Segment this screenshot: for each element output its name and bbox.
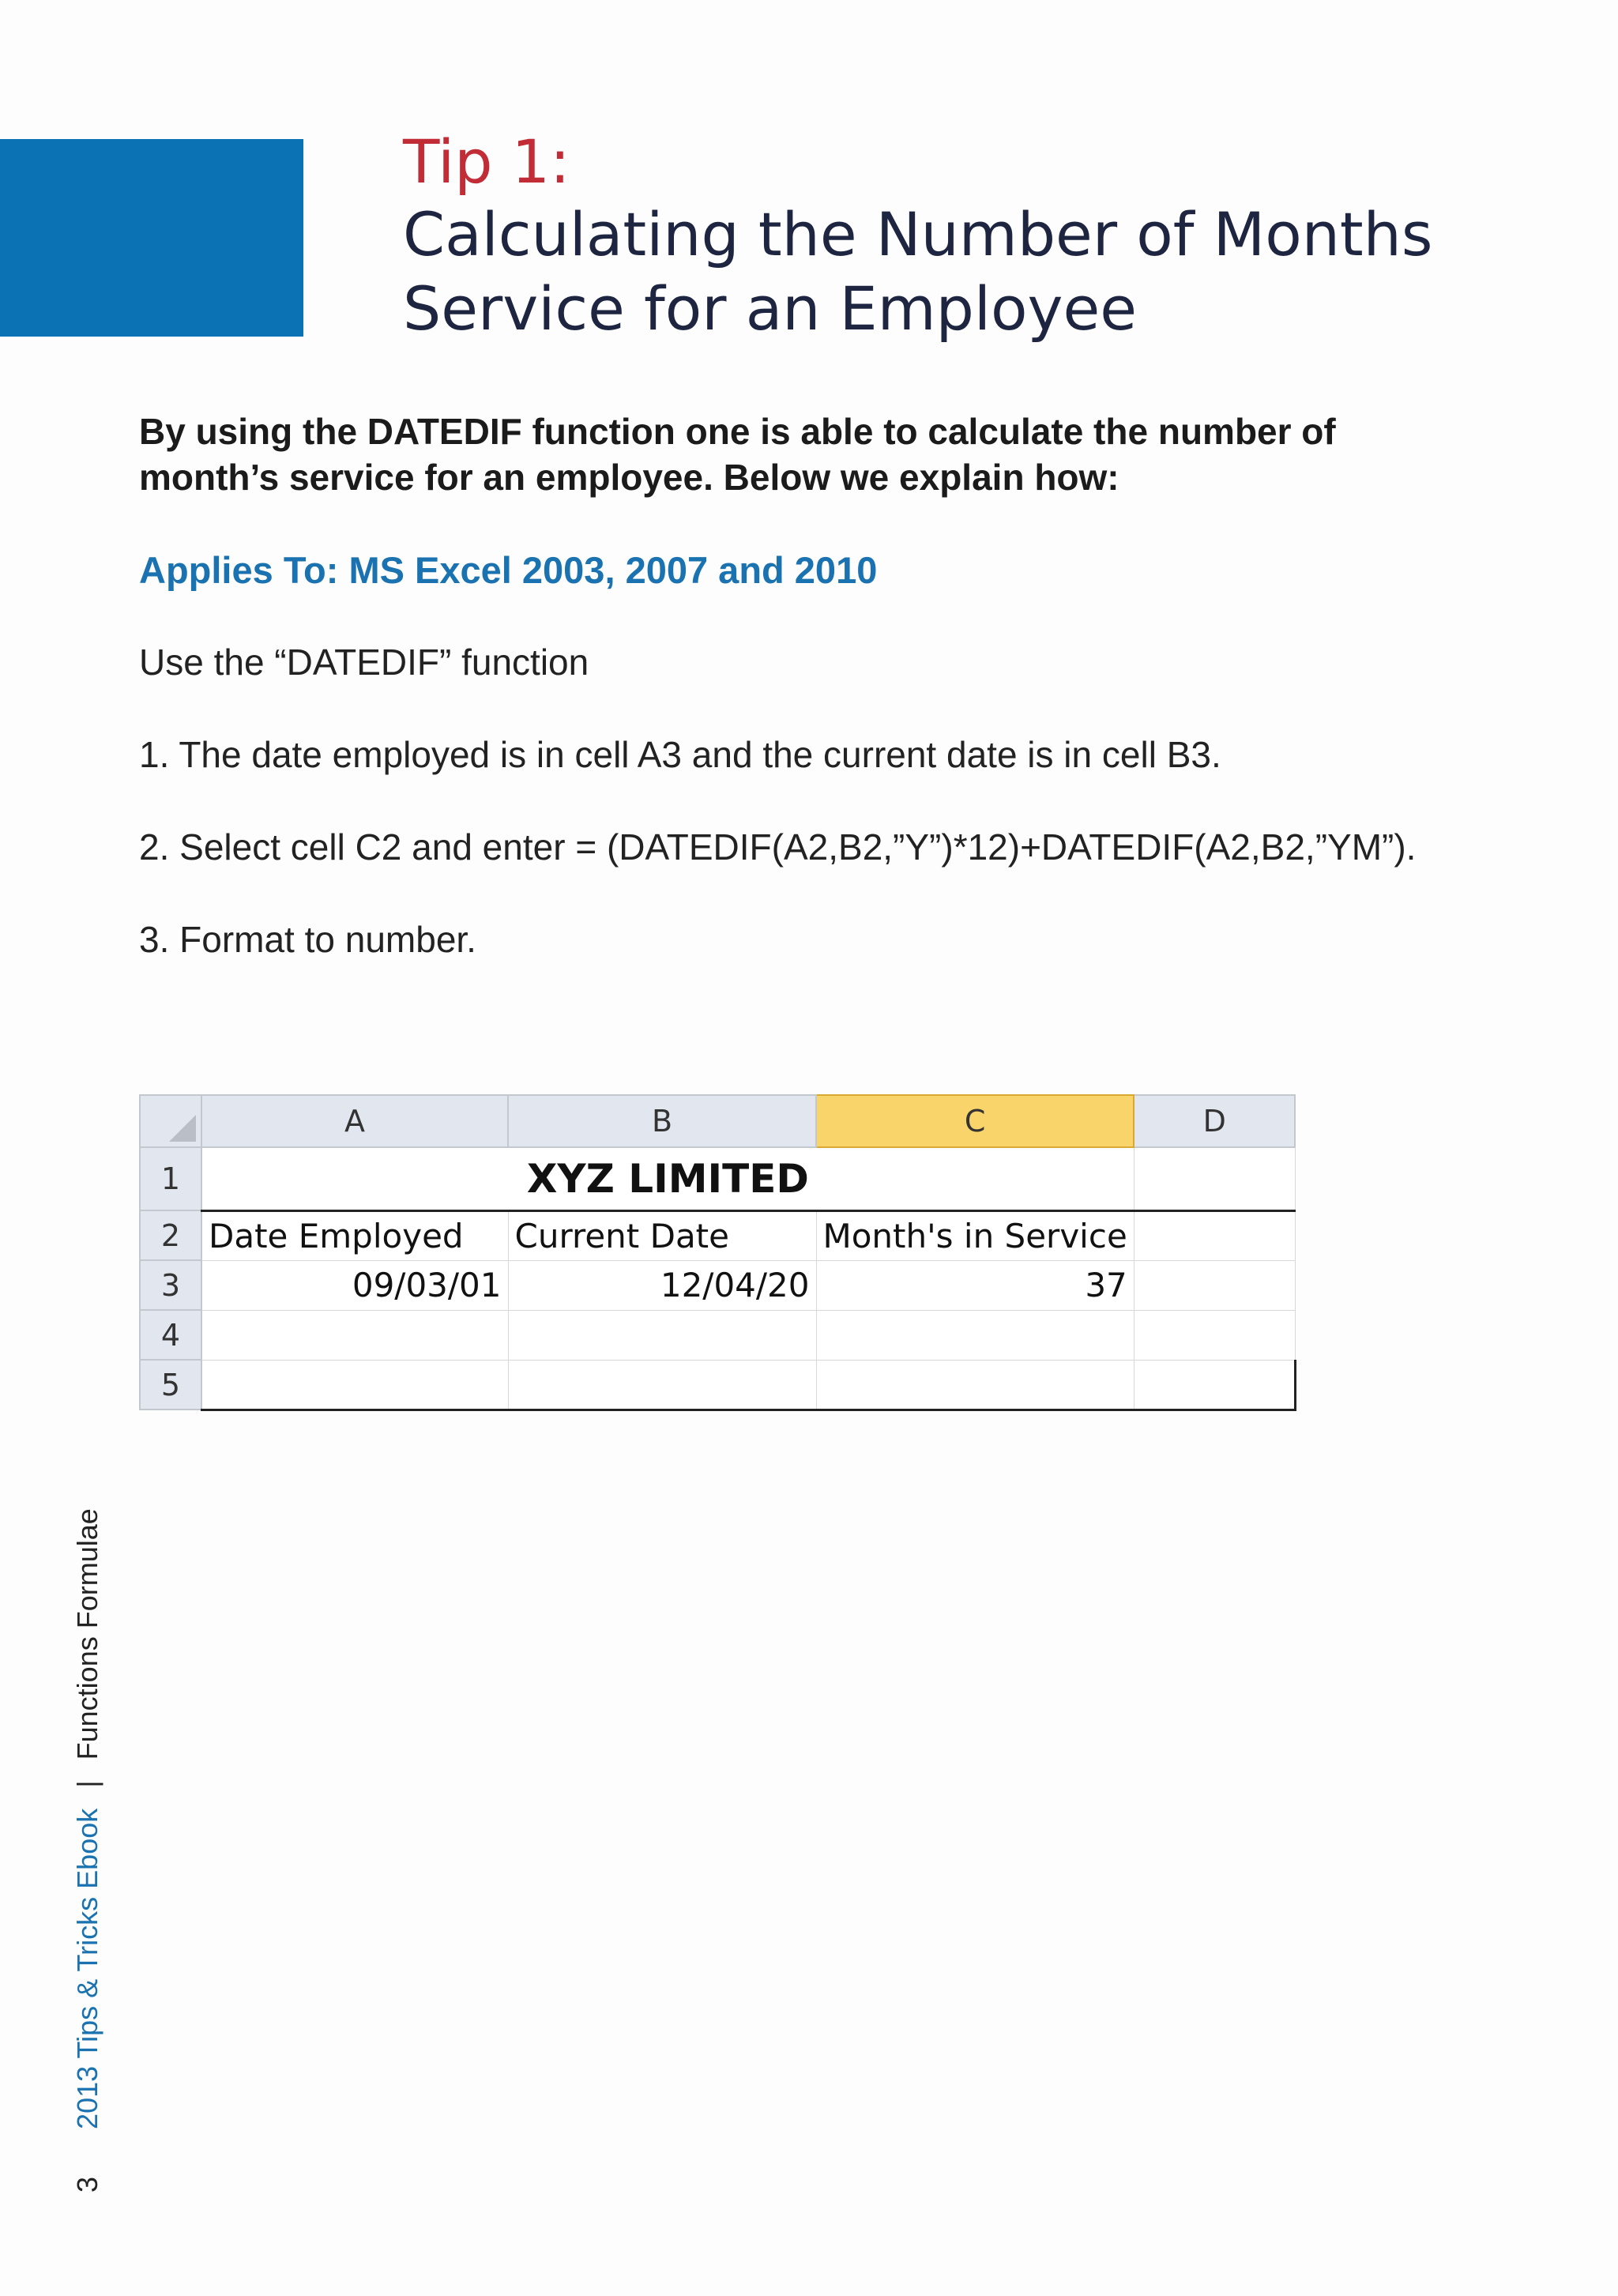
- cell-d2[interactable]: [1134, 1210, 1295, 1260]
- row-header-5[interactable]: 5: [140, 1360, 201, 1410]
- ebook-title: 2013 Tips & Tricks Ebook: [71, 1808, 103, 2129]
- select-all-corner[interactable]: [140, 1095, 201, 1147]
- page-number: 3: [71, 2176, 103, 2192]
- sheet-title-cell[interactable]: XYZ LIMITED: [201, 1147, 1134, 1210]
- cell-d5[interactable]: [1134, 1360, 1295, 1410]
- step-2: 2. Select cell C2 and enter = (DATEDIF(A2,B2,”Y”)*12)+DATEDIF(A2,B2,”YM”).: [139, 826, 1417, 868]
- row-header-1[interactable]: 1: [140, 1147, 201, 1210]
- cell-b3[interactable]: 12/04/20: [508, 1260, 816, 1310]
- step-1: 1. The date employed is in cell A3 and the current date is in cell B3.: [139, 734, 1221, 775]
- column-header-c[interactable]: C: [816, 1095, 1134, 1147]
- intro-paragraph: By using the DATEDIF function one is able to calculate the number of month’s service for an employee. Below we explain how:: [139, 411, 1336, 498]
- cell-a5[interactable]: [201, 1360, 508, 1410]
- cell-a4[interactable]: [201, 1310, 508, 1360]
- tip-title-line2: Service for an Employee: [403, 273, 1137, 344]
- column-header-d[interactable]: D: [1134, 1095, 1295, 1147]
- use-function-text: Use the “DATEDIF” function: [139, 642, 589, 683]
- column-header-a[interactable]: A: [201, 1095, 508, 1147]
- tip-label: Tip 1:: [403, 126, 570, 197]
- cell-c2[interactable]: Month's in Service: [816, 1210, 1134, 1260]
- decorative-blue-block: [0, 139, 303, 337]
- cell-a2[interactable]: Date Employed: [201, 1210, 508, 1260]
- cell-b5[interactable]: [508, 1360, 816, 1410]
- cell-c4[interactable]: [816, 1310, 1134, 1360]
- cell-c3[interactable]: 37: [816, 1260, 1134, 1310]
- row-header-3[interactable]: 3: [140, 1260, 201, 1310]
- tip-title-line1: Calculating the Number of Months: [403, 199, 1433, 269]
- row-header-4[interactable]: 4: [140, 1310, 201, 1360]
- section-name: Functions Formulae: [71, 1508, 103, 1760]
- cell-d3[interactable]: [1134, 1260, 1295, 1310]
- cell-c5[interactable]: [816, 1360, 1134, 1410]
- column-header-b[interactable]: B: [508, 1095, 816, 1147]
- spreadsheet-screenshot: [139, 1094, 1296, 1411]
- cell-b4[interactable]: [508, 1310, 816, 1360]
- cell-b2[interactable]: Current Date: [508, 1210, 816, 1260]
- select-all-triangle-icon: [169, 1115, 196, 1142]
- step-3: 3. Format to number.: [139, 919, 476, 960]
- cell-d1[interactable]: [1134, 1147, 1295, 1210]
- footer-separator: |: [71, 1780, 103, 1788]
- tip-heading: [403, 126, 1548, 346]
- row-header-2[interactable]: 2: [140, 1210, 201, 1260]
- cell-a3[interactable]: 09/03/01: [201, 1260, 508, 1310]
- cell-d4[interactable]: [1134, 1310, 1295, 1360]
- applies-to: Applies To: MS Excel 2003, 2007 and 2010: [139, 549, 878, 591]
- side-footer: [71, 1508, 104, 2192]
